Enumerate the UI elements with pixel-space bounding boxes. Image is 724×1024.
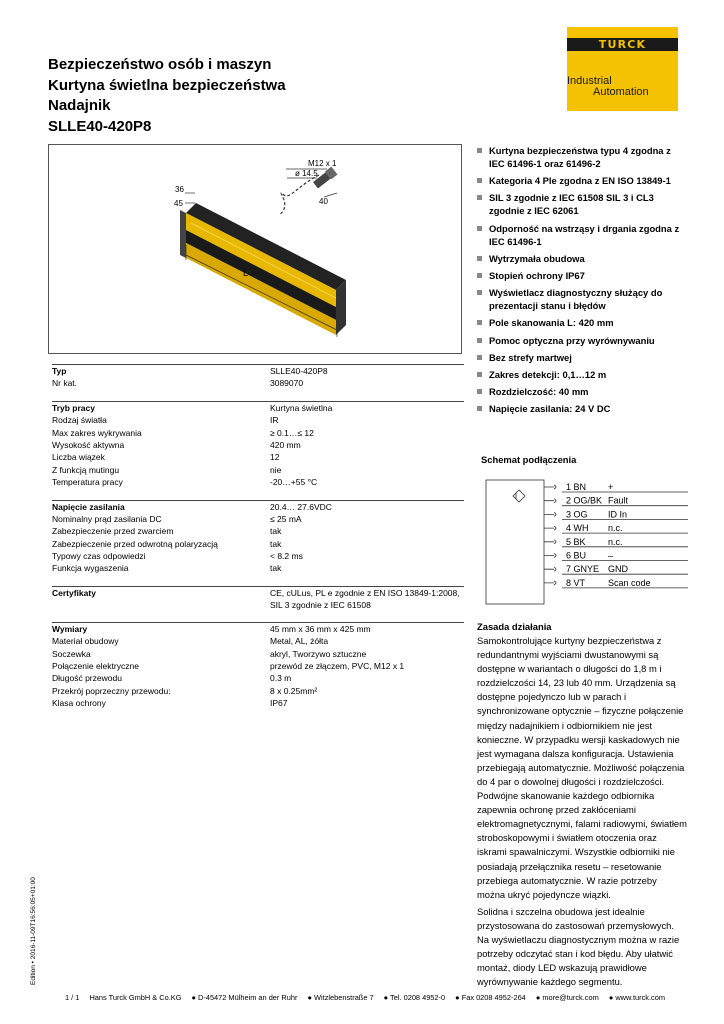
pin-row	[544, 509, 688, 519]
feature-item: Odporność na wstrząsy i drgania zgodna z IEC 61496-1	[477, 222, 682, 248]
schematic-title: Schemat podłączenia	[481, 454, 577, 465]
pin-label: 1 BN	[566, 482, 587, 492]
spec-row	[52, 414, 464, 426]
spec-row	[52, 685, 464, 697]
principle-paragraph-2: Solidna i szczelna obudowa jest idealnie przystosowana do zastosowań przemysłowych. Na wyświetlaczu diagnostycznym można w razie potrzeby odczytać stan i kod błędu. Aby ułatwić montaż, diody LED wskazują prawidłowe wyrównywanie każdego segmentu.	[477, 905, 680, 988]
spec-value: nie	[270, 464, 282, 475]
feature-item: Zakres detekcji: 0,1…12 m	[477, 368, 682, 381]
spec-group	[52, 500, 464, 575]
logo-tagline-2: Automation	[593, 86, 649, 98]
footer-tel: ● Tel. 0208 4952-0	[383, 993, 446, 1002]
spec-value: ≤ 25 mA	[270, 513, 302, 524]
spec-key: Liczba wiązek	[52, 452, 105, 463]
pin-row	[544, 537, 688, 547]
page-number: 1 / 1	[65, 993, 80, 1002]
dim-45: 45	[174, 199, 183, 208]
feature-item: Kategoria 4 Ple zgodna z EN ISO 13849-1	[477, 174, 682, 187]
footer-street: ● Witzlebenstraße 7	[307, 993, 374, 1002]
pin-function: –	[608, 550, 614, 561]
pin-row	[544, 496, 688, 506]
feature-item: Napięcie zasilania: 24 V DC	[477, 402, 682, 415]
logo-brand: TURCK	[598, 38, 647, 51]
transmitter-symbol	[513, 490, 525, 502]
spec-row	[52, 525, 464, 537]
feature-item: Rozdzielczość: 40 mm	[477, 385, 682, 398]
spec-group	[52, 364, 464, 390]
spec-row	[52, 660, 464, 672]
principle-title: Zasada działania	[477, 621, 552, 632]
spec-row	[52, 365, 464, 377]
spec-row	[52, 501, 464, 513]
pin-function: n.c.	[608, 536, 623, 547]
spec-key: Długość przewodu	[52, 673, 122, 684]
pin-row	[544, 564, 688, 574]
dim-36: 36	[175, 185, 184, 194]
spec-row	[52, 562, 464, 574]
spec-value: < 8.2 ms	[270, 551, 303, 562]
spec-value: tak	[270, 538, 282, 549]
spec-value: IR	[270, 415, 279, 426]
wiring-schematic	[478, 473, 690, 609]
feature-item: Wyświetlacz diagnostyczny służący do prezentacji stanu i błędów	[477, 286, 682, 312]
pin-connector	[544, 526, 556, 530]
pin-row	[544, 482, 688, 492]
spec-key: Wymiary	[52, 623, 88, 634]
spec-key: Materiał obudowy	[52, 636, 119, 647]
spec-value: 45 mm x 36 mm x 425 mm	[270, 623, 371, 634]
spec-key: Typ	[52, 366, 67, 376]
spec-key: Nominalny prąd zasilania DC	[52, 513, 162, 524]
feature-item: Pole skanowania L: 420 mm	[477, 316, 682, 329]
spec-group	[52, 586, 464, 611]
spec-row	[52, 513, 464, 525]
pin-function: GND	[608, 564, 628, 575]
spec-value: 8 x 0.25mm²	[270, 685, 318, 696]
pin-label: 8 VT	[566, 577, 586, 588]
pin-label: 6 BU	[566, 550, 587, 561]
spec-key: Zabezpieczenie przed zwarciem	[52, 526, 174, 537]
spec-key: Nr kat.	[52, 378, 78, 389]
spec-value: tak	[270, 563, 282, 574]
spec-key: Napięcie zasilania	[52, 501, 125, 512]
spec-group	[52, 622, 464, 710]
spec-key: Przekrój poprzeczny przewodu:	[52, 685, 171, 696]
feature-item: Stopień ochrony IP67	[477, 269, 682, 282]
spec-value: CE, cULus, PL e zgodnie z EN ISO 13849-1:2008,	[270, 587, 460, 598]
pin-row	[544, 523, 688, 533]
spec-row	[52, 538, 464, 550]
pin-label: 2 OG/BK	[566, 495, 603, 506]
spec-row	[52, 672, 464, 684]
footer-fax: ● Fax 0208 4952-264	[455, 993, 526, 1002]
pin-connector	[544, 512, 556, 516]
pin-connector	[544, 554, 556, 558]
spec-group	[52, 401, 464, 489]
spec-key: Rodzaj światła	[52, 415, 107, 426]
spec-row	[52, 439, 464, 451]
spec-key: Połączenie elektryczne	[52, 661, 139, 672]
pin-connector	[544, 499, 556, 503]
dim-m12: M12 x 1	[308, 159, 337, 168]
spec-value: SIL 3 zgodnie z IEC 61508	[270, 599, 371, 610]
device-box	[486, 480, 544, 604]
spec-value: 12	[270, 452, 280, 463]
spec-key: Klasa ochrony	[52, 698, 106, 709]
feature-item: SIL 3 zgodnie z IEC 61508 SIL 3 i CL3 zgodnie z IEC 62061	[477, 191, 682, 217]
spec-key: Funkcja wygaszenia	[52, 563, 129, 574]
spec-value: SLLE40-420P8	[270, 366, 328, 376]
pin-label: 3 OG	[566, 509, 588, 520]
spec-value: Metal, AL, żółta	[270, 636, 329, 647]
principle-text	[477, 634, 687, 992]
pin-row	[544, 551, 688, 561]
spec-row	[52, 402, 464, 414]
spec-key: Zabezpieczenie przed odwrotną polaryzacją	[52, 538, 218, 549]
edition-stamp: Edition • 2016-11-09T16:56:05+01:00	[30, 877, 37, 985]
title-line-4: SLLE40-420P8	[48, 117, 152, 135]
document-title	[48, 55, 286, 137]
spec-row	[52, 476, 464, 488]
dim-l: L	[243, 268, 249, 278]
dim-diameter: ø 14.5	[295, 169, 318, 178]
pin-function: Fault	[608, 495, 629, 506]
pin-function: +	[608, 482, 614, 492]
pin-function: n.c.	[608, 523, 623, 534]
pin-label: 4 WH	[566, 523, 589, 534]
wiring-diagram	[478, 473, 690, 609]
spec-row	[52, 550, 464, 562]
spec-value: Kurtyna świetlna	[270, 402, 333, 413]
spec-value: -20…+55 °C	[270, 477, 318, 488]
light-curtain-illustration	[49, 145, 461, 353]
page-footer	[65, 993, 673, 1002]
pin-connector	[544, 567, 556, 571]
pin-function: Scan code	[608, 577, 651, 588]
spec-value: 3089070	[270, 378, 304, 389]
footer-address: ● D-45472 Mülheim an der Ruhr	[191, 993, 298, 1002]
footer-web[interactable]: ● www.turck.com	[608, 993, 666, 1002]
pin-connector	[544, 581, 556, 585]
spec-value: ≥ 0.1…≤ 12	[270, 427, 314, 438]
spec-key: Certyfikaty	[52, 587, 96, 598]
pin-function: ID In	[608, 509, 628, 520]
spec-row	[52, 635, 464, 647]
spec-key: Typowy czas odpowiedzi	[52, 551, 146, 562]
spec-row	[52, 587, 464, 599]
spec-value: tak	[270, 526, 282, 537]
spec-key: Soczewka	[52, 648, 91, 659]
spec-key: Wysokość aktywna	[52, 439, 125, 450]
spec-row	[52, 648, 464, 660]
feature-item: Kurtyna bezpieczeństwa typu 4 zgodna z IEC 61496-1 oraz 61496-2	[477, 144, 682, 170]
principle-paragraph-1: Samokontrolujące kurtyny bezpieczeństwa z redundantnymi wyjściami dwustanowymi są dostępne w wariantach o długości do 1,8 m i rozdzielczości 14, 23 lub 40 mm. Urządzenia są dostępne pojedynczo lub w parach i synchronizowane optycznie – fizyczne połączenie między nadajnikiem i odbiornikiem nie jest konieczne. W przypadku wersji kaskadowych nie jest wymagana dalsza konfiguracja. Ustawienia przebiegają automatycznie. Możliwość połączenia do 4 par o dowolnej długości i rozdzielczości. Podwójne skanowanie każdego odbiornika zapewnia ochronę przed zakłóceniami elektromagnetycznymi, falami radiowymi, światłem stroboskopowymi i światłem otoczenia oraz iskrami spawalniczymi. Wszystkie odbiorniki nie posiadają przełącznika resetu – resetowanie przebiega automatycznie. W razie potrzeby można ukryć pojedyncze wiązki.	[477, 635, 687, 900]
spec-value: 20.4… 27.6VDC	[270, 501, 332, 512]
spec-value: przewód ze złączem, PVC, M12 x 1	[270, 661, 405, 672]
spec-row	[52, 427, 464, 439]
spec-key: Temperatura pracy	[52, 477, 123, 488]
product-drawing	[48, 144, 462, 354]
spec-table	[52, 364, 464, 721]
title-line-1: Bezpieczeństwo osób i maszyn	[48, 56, 272, 73]
footer-company: Hans Turck GmbH & Co.KG	[89, 993, 182, 1002]
feature-list	[477, 144, 682, 419]
spec-row	[52, 623, 464, 635]
footer-email[interactable]: ● more@turck.com	[535, 993, 599, 1002]
pin-label: 5 BK	[566, 536, 586, 547]
pin-label: 7 GNYE	[566, 564, 600, 575]
title-line-3: Nadajnik	[48, 97, 111, 114]
spec-key: Max zakres wykrywania	[52, 427, 142, 438]
spec-value: akryl, Tworzywo sztuczne	[270, 648, 367, 659]
feature-item: Pomoc optyczna przy wyrównywaniu	[477, 334, 682, 347]
spec-row	[52, 377, 464, 389]
feature-item: Wytrzymała obudowa	[477, 252, 682, 265]
dim-40: 40	[319, 197, 328, 206]
spec-row	[52, 464, 464, 476]
spec-value: 420 mm	[270, 439, 301, 450]
spec-row	[52, 451, 464, 463]
pin-row	[544, 578, 688, 588]
pin-connector	[544, 485, 556, 489]
spec-key: Tryb pracy	[52, 402, 95, 413]
pin-connector	[544, 540, 556, 544]
title-line-2: Kurtyna świetlna bezpieczeństwa	[48, 76, 286, 94]
spec-row	[52, 599, 464, 611]
spec-row	[52, 697, 464, 709]
logo-tagline-1: Industrial	[567, 75, 612, 87]
spec-key	[52, 599, 270, 611]
spec-value: IP67	[270, 698, 288, 709]
spec-key: Z funkcją mutingu	[52, 464, 120, 475]
feature-item: Bez strefy martwej	[477, 351, 682, 364]
spec-value: 0.3 m	[270, 673, 292, 684]
